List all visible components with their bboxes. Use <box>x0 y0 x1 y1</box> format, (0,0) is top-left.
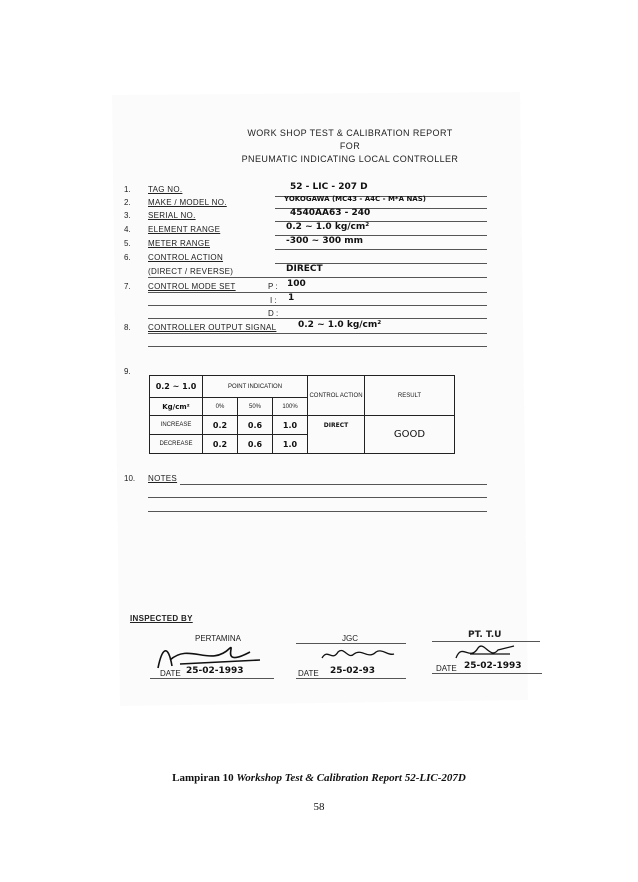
point-indication-header: POINT INDICATION <box>203 376 308 398</box>
calibration-table <box>149 375 455 454</box>
control-mode-label: CONTROL MODE SET <box>148 282 236 291</box>
sig-date-label: DATE <box>160 669 181 678</box>
signature-line <box>296 678 406 679</box>
underline <box>275 249 487 250</box>
increase-0: 0.2 <box>203 416 238 435</box>
decrease-label: DECREASE <box>150 435 203 454</box>
range-line1: 0.2 ~ 1.0 <box>155 382 197 391</box>
item-number: 1. <box>124 185 131 194</box>
make-model-value: YOKOGAWA (MC43 - A4C - M*A NAS) <box>284 195 426 203</box>
direct-reverse-label: (DIRECT / REVERSE) <box>148 267 234 276</box>
report-title: WORK SHOP TEST & CALIBRATION REPORT <box>247 128 453 138</box>
underline <box>148 277 487 278</box>
report-title-for: FOR <box>339 141 361 151</box>
serial-no-label: SERIAL NO. <box>148 211 196 220</box>
pct-0-header: 0% <box>203 398 238 416</box>
notes-line <box>180 484 487 485</box>
increase-label: INCREASE <box>150 416 203 435</box>
control-action-label: CONTROL ACTION <box>148 253 224 262</box>
item-number: 3. <box>124 211 131 220</box>
control-action-value: DIRECT <box>308 416 365 454</box>
sig-org-pertamina: PERTAMINA <box>195 634 241 643</box>
sig-date-label: DATE <box>436 664 457 673</box>
result-header: RESULT <box>365 376 455 416</box>
meter-range-label: METER RANGE <box>148 239 210 248</box>
item-number: 8. <box>124 323 131 332</box>
signature-line <box>432 673 542 674</box>
increase-100: 1.0 <box>273 416 308 435</box>
underline <box>148 318 487 319</box>
notes-line <box>148 497 487 498</box>
meter-range-value: -300 ~ 300 mm <box>286 236 364 246</box>
item-number: 6. <box>124 253 131 262</box>
item-number: 2. <box>124 198 131 207</box>
sig-org-pt: PT. T.U <box>468 630 502 640</box>
underline <box>148 292 487 293</box>
signature-jgc <box>318 644 398 664</box>
control-action-value: DIRECT <box>286 264 323 274</box>
figure-caption <box>0 772 638 784</box>
item-number: 4. <box>124 225 131 234</box>
range-unit-cell <box>150 398 203 416</box>
item-number: 5. <box>124 239 131 248</box>
underline <box>148 346 487 347</box>
increase-50: 0.6 <box>238 416 273 435</box>
element-range-value: 0.2 ~ 1.0 kg/cm² <box>286 222 370 232</box>
sig-date-jgc: 25-02-93 <box>330 666 376 676</box>
tag-no-label: TAG NO. <box>148 185 183 194</box>
mode-p-value: 100 <box>287 279 306 289</box>
output-signal-value: 0.2 ~ 1.0 kg/cm² <box>298 320 382 330</box>
notes-line <box>148 511 487 512</box>
range-line2: Kg/cm² <box>162 402 190 411</box>
make-model-label: MAKE / MODEL NO. <box>148 198 227 207</box>
sig-date-label: DATE <box>298 669 319 678</box>
sig-date-pt: 25-02-1993 <box>464 661 522 671</box>
range-cell <box>150 376 203 398</box>
underline <box>148 333 487 334</box>
item-number: 7. <box>124 282 131 291</box>
item-number: 10. <box>124 474 136 483</box>
control-action-header: CONTROL ACTION <box>308 376 365 416</box>
page-number: 58 <box>313 801 325 813</box>
pct-50-header: 50% <box>238 398 273 416</box>
sig-date-pertamina: 25-02-1993 <box>186 666 244 676</box>
inspected-by-label: INSPECTED BY <box>130 614 193 623</box>
serial-no-value: 4540AA63 - 240 <box>290 208 371 218</box>
result-value: GOOD <box>365 416 455 454</box>
sig-org-jgc: JGC <box>342 634 358 643</box>
notes-label: NOTES <box>148 474 178 483</box>
caption-text: Workshop Test & Calibration Report 52-LIC-207D <box>236 772 466 784</box>
mode-i-key: I : <box>270 296 277 305</box>
mode-d-key: D : <box>268 309 279 318</box>
decrease-100: 1.0 <box>273 435 308 454</box>
item-number: 9. <box>124 367 131 376</box>
mode-p-key: P : <box>268 282 278 291</box>
output-signal-label: CONTROLLER OUTPUT SIGNAL <box>148 323 277 332</box>
decrease-0: 0.2 <box>203 435 238 454</box>
element-range-label: ELEMENT RANGE <box>148 225 221 234</box>
tag-no-value: 52 - LIC - 207 D <box>290 182 368 192</box>
mode-i-value: 1 <box>288 293 295 303</box>
pct-100-header: 100% <box>273 398 308 416</box>
caption-prefix: Lampiran 10 <box>172 772 237 784</box>
underline <box>148 305 487 306</box>
report-subtitle: PNEUMATIC INDICATING LOCAL CONTROLLER <box>241 154 459 164</box>
signature-line <box>150 678 274 679</box>
decrease-50: 0.6 <box>238 435 273 454</box>
